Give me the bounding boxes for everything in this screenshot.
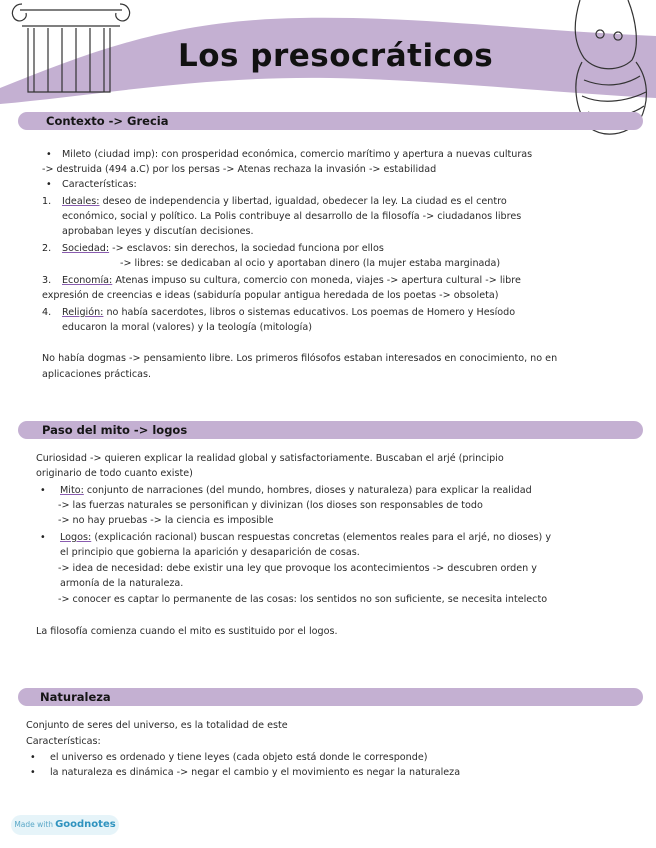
text-line: el universo es ordenado y tiene leyes (cada objeto está donde le corresponde) [50, 752, 428, 763]
badge-prefix: Made with [14, 820, 54, 829]
section-heading-naturaleza: Naturaleza [40, 690, 111, 704]
label-religion: Religión: [62, 307, 104, 318]
bullet: • [46, 149, 52, 160]
text-line: (explicación racional) buscan respuestas concretas (elementos reales para el arjé, no dioses) y [94, 532, 551, 543]
list-item [62, 243, 384, 255]
bullet: • [30, 752, 36, 763]
list-number: 4. [42, 307, 52, 318]
text-line: No había dogmas -> pensamiento libre. Los primeros filósofos estaban interesados en conocimiento, no en [42, 353, 558, 364]
label-sociedad: Sociedad: [62, 243, 110, 254]
text-line: -> destruida (494 a.C) por los persas -> Atenas rechaza la invasión -> estabilidad [42, 164, 437, 175]
text-line: el principio que gobierna la aparición y desaparición de cosas. [60, 547, 360, 558]
text-line: -> no hay pruebas -> la ciencia es imposible [58, 515, 274, 526]
goodnotes-badge[interactable] [11, 815, 119, 835]
bullet: • [46, 179, 52, 190]
text-line: -> idea de necesidad: debe existir una ley que provoque los acontecimientos -> descubren orden y [58, 563, 537, 574]
bullet: • [40, 485, 46, 496]
text-line: la naturaleza es dinámica -> negar el cambio y el movimiento es negar la naturaleza [50, 767, 461, 778]
label-economia: Economía: [62, 275, 113, 286]
section-heading-paso: Paso del mito -> logos [42, 423, 188, 437]
list-number: 1. [42, 196, 52, 207]
list-number: 2. [42, 243, 52, 254]
text-line: -> conocer es captar lo permanente de las cosas: los sentidos no son suficiente, se necesita intelecto [58, 594, 548, 605]
text-line: Conjunto de seres del universo, es la totalidad de este [26, 720, 288, 731]
bullet: • [30, 767, 36, 778]
text-line: educaron la moral (valores) y la teología (mitología) [62, 322, 312, 333]
text-line: -> libres: se dedicaban al ocio y aportaban dinero (la mujer estaba marginada) [120, 258, 501, 269]
list-number: 3. [42, 275, 52, 286]
text-line: aprobaban leyes y discutían decisiones. [62, 226, 254, 237]
text-line: -> las fuerzas naturales se personifican y divinizan (los dioses son responsables de todo [58, 500, 483, 511]
list-item [62, 196, 507, 208]
section-heading-contexto: Contexto -> Grecia [46, 114, 169, 128]
text-line: deseo de independencia y libertad, igualdad, obedecer la ley. La ciudad es el centro [102, 196, 507, 207]
label-logos: Logos: [60, 532, 92, 543]
text-line: originario de todo cuanto existe) [36, 468, 193, 479]
text-line: La filosofía comienza cuando el mito es sustituido por el logos. [36, 626, 338, 637]
text-line: aplicaciones prácticas. [42, 369, 152, 380]
text-line: Características: [62, 179, 137, 190]
label-mito: Mito: [60, 485, 84, 496]
text-line: económico, social y político. La Polis contribuye al desarrollo de la filosofía -> ciudadanos libres [62, 211, 522, 222]
text-line: no había sacerdotes, libros o sistemas educativos. Los poemas de Homero y Hesíodo [106, 307, 516, 318]
text-line: conjunto de narraciones (del mundo, hombres, dioses y naturaleza) para explicar la realidad [86, 485, 532, 496]
text-line: expresión de creencias e ideas (sabiduría popular antigua heredada de los poetas -> obsoleta) [42, 290, 499, 301]
list-item [62, 275, 521, 287]
page-title: Los presocráticos [178, 38, 494, 74]
bullet: • [40, 532, 46, 543]
text-line: armonía de la naturaleza. [60, 578, 184, 589]
text-line: Atenas impuso su cultura, comercio con moneda, viajes -> apertura cultural -> libre [115, 275, 521, 286]
list-item [60, 532, 551, 544]
text-line: Curiosidad -> quieren explicar la realidad global y satisfactoriamente. Buscaban el arjé (principio [36, 453, 504, 464]
text-line: Características: [26, 736, 101, 747]
section-band-naturaleza [18, 688, 643, 706]
list-item [62, 307, 515, 319]
label-ideales: Ideales: [62, 196, 100, 207]
text-line: Mileto (ciudad imp): con prosperidad económica, comercio marítimo y apertura a nuevas culturas [62, 149, 533, 160]
list-item [60, 485, 532, 497]
badge-brand: Goodnotes [55, 819, 116, 830]
text-line: -> esclavos: sin derechos, la sociedad funciona por ellos [112, 243, 384, 254]
